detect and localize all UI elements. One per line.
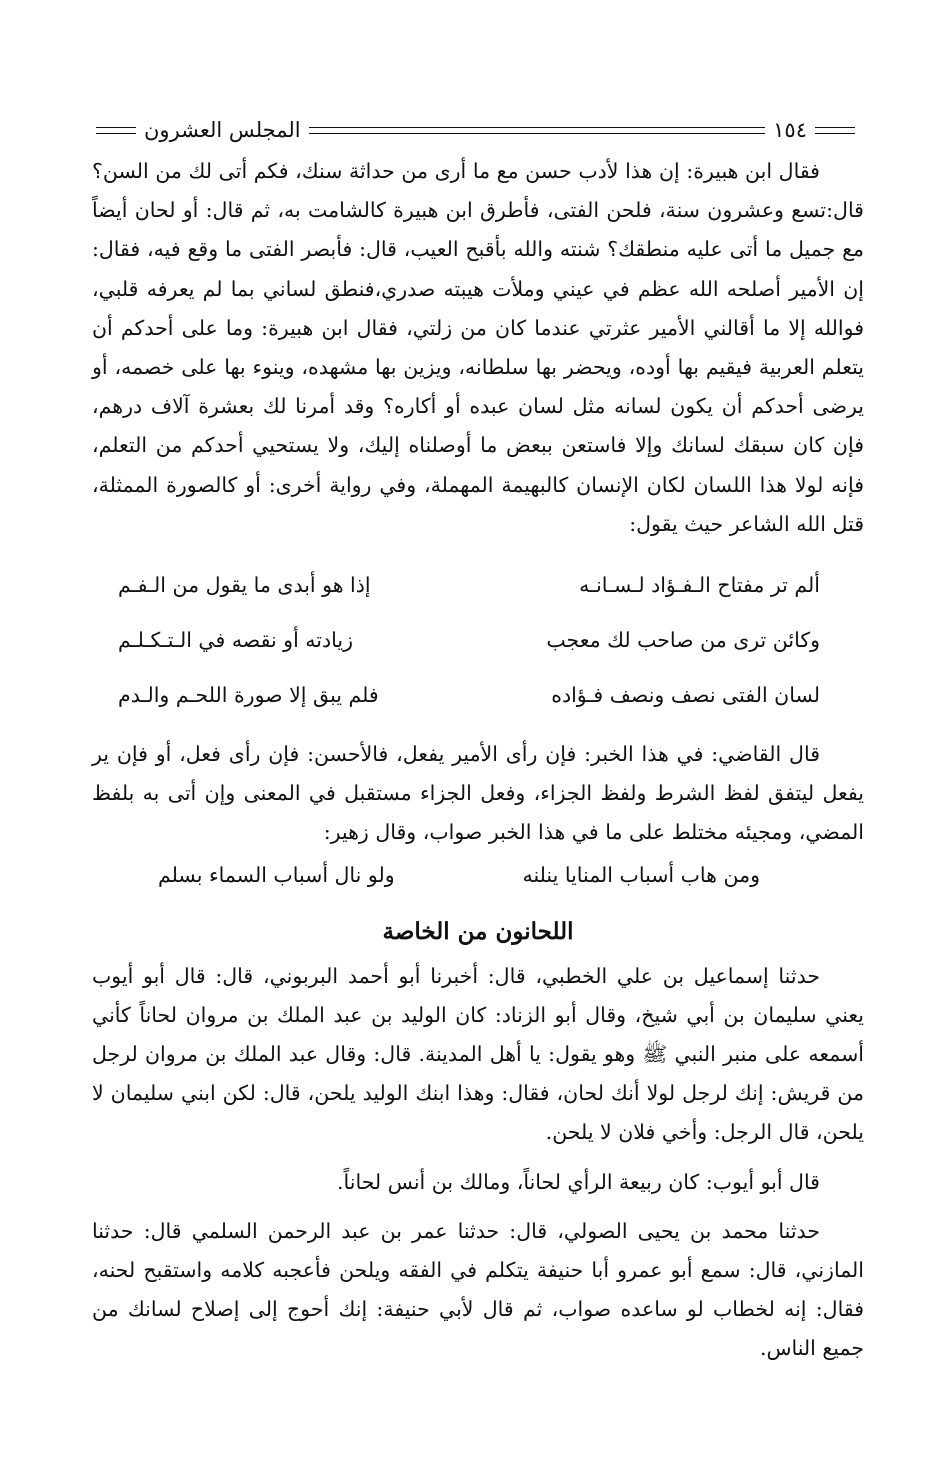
verse-first-hemistich: ومن هاب أسباب المنايا ينلنه: [522, 862, 760, 887]
verse-second-hemistich: فلم يبق إلا صورة اللحـم والـدم: [118, 683, 379, 708]
verse-second-hemistich: ولو نال أسباب السماء بسلم: [158, 862, 395, 887]
header-rule-middle: [309, 127, 766, 134]
paragraph-judge-commentary: قال القاضي: في هذا الخبر: فإن رأى الأمير يفعل، فالأحسن: فإن رأى فعل، أو فإن ير يفعل ليتفق لفظ الشرط ولفظ الجزاء، وفعل الجزاء مستقبل في المعنى وإن أتى به بلفظ المضي، ومجيئه مختلط على ما في هذا الخبر صواب، وقال زهير:: [92, 742, 864, 845]
paragraph-walid: حدثنا إسماعيل بن علي الخطبي، قال: أخبرنا أبو أحمد البربوني، قال: قال أبو أيوب يعني سليمان بن أبي شيخ، وقال أبو الزناد: كان الوليد بن عبد الملك بن مروان لحاناً كأني أسمعه على منبر النبي ﷺ وهو يقول: يا أهل المدينة. قال: وقال عبد الملك بن مروان لرجل من قريش: إنك لرجل لولا أنك لحان، فقال: وهذا ابنك الوليد يلحن، قال: لكن ابني سليمان لا يلحن، قال الرجل: وأخي فلان لا يلحن.: [92, 963, 864, 1145]
verse-line: [118, 558, 820, 613]
header-rule-left: [96, 127, 136, 134]
verse-first-hemistich: وكائن ترى من صاحب لك معجب: [546, 628, 820, 653]
verse-line: [118, 668, 820, 723]
paragraph-ibn-hubayra: فقال ابن هبيرة: إن هذا لأدب حسن مع ما أرى من حداثة سنك، فكم أتى لك من السن؟قال:تسع وعشرون سنة، فلحن الفتى، فأطرق ابن هبيرة كالشامت به، ثم قال: أو لحان أيضاً مع جميل ما أتى عليه منطقك؟ شنته والله بأقبح العيب، قال: فأبصر الفتى ما وقع فيه، فقال: إن الأمير أصلحه الله عظم في عيني وملأت هيبته صدري،فنطق لساني بما لم يعرفه قلبي، فوالله إلا ما أقالني الأمير عثرتي عندما كان من زلتي، فقال ابن هبيرة: وما على أحدكم أن يتعلم العربية فيقيم بها أوده، ويحضر بها سلطانه، ويزين بها مشهده، وينوء بها على خصمه، أو يرضى أحدكم أن يكون لسانه مثل لسان عبده أو أكاره؟ وقد أمرنا لك بعشرة آلاف درهم، فإن كان سبقك لسانك وإلا فاستعن ببعض ما أوصلناه إليك، ولا يستحيي أحدكم من التعلم، فإنه لولا هذا اللسان لكان الإنسان كالبهيمة المهملة، وفي رواية أخرى: أو كالصورة الممثلة، قتل الله الشاعر حيث يقول:: [92, 159, 864, 536]
page-header: [88, 112, 863, 148]
verse-first-hemistich: لسان الفتى نصف ونصف فـؤاده: [551, 683, 820, 708]
verse-second-hemistich: إذا هو أبدى ما يقول من الـفـم: [118, 573, 371, 598]
paragraph-abu-hanifa: حدثنا محمد بن يحيى الصولي، قال: حدثنا عمر بن عبد الرحمن السلمي قال: حدثنا المازني، قال: سمع أبو عمرو أبا حنيفة يتكلم في الفقه ويلحن فأعجبه كلامه واستقبح لحنه، فقال: إنه لخطاب لو ساعده صواب، ثم قال لأبي حنيفة: إنك أحوج إلى إصلاح لسانك من جميع الناس.: [92, 1218, 864, 1361]
header-rule-right: [815, 127, 855, 134]
poem-zuhair: [92, 855, 864, 907]
page-body: [92, 152, 864, 1369]
verse-second-hemistich: زيادته أو نقصه في الـتـكـلـم: [118, 628, 353, 653]
verse-line: [118, 855, 820, 907]
verse-line: [118, 613, 820, 668]
chapter-title: المجلس العشرون: [144, 118, 301, 142]
poem-tongue: [92, 558, 864, 723]
paragraph-abu-ayyub: قال أبو أيوب: كان ربيعة الرأي لحاناً، ومالك بن أنس لحاناً.: [336, 1169, 820, 1194]
verse-first-hemistich: ألم تر مفتاح الـفـؤاد لـسـانـه: [579, 573, 820, 598]
section-title: اللحانون من الخاصة: [382, 917, 574, 945]
page-number: ١٥٤: [773, 118, 807, 142]
